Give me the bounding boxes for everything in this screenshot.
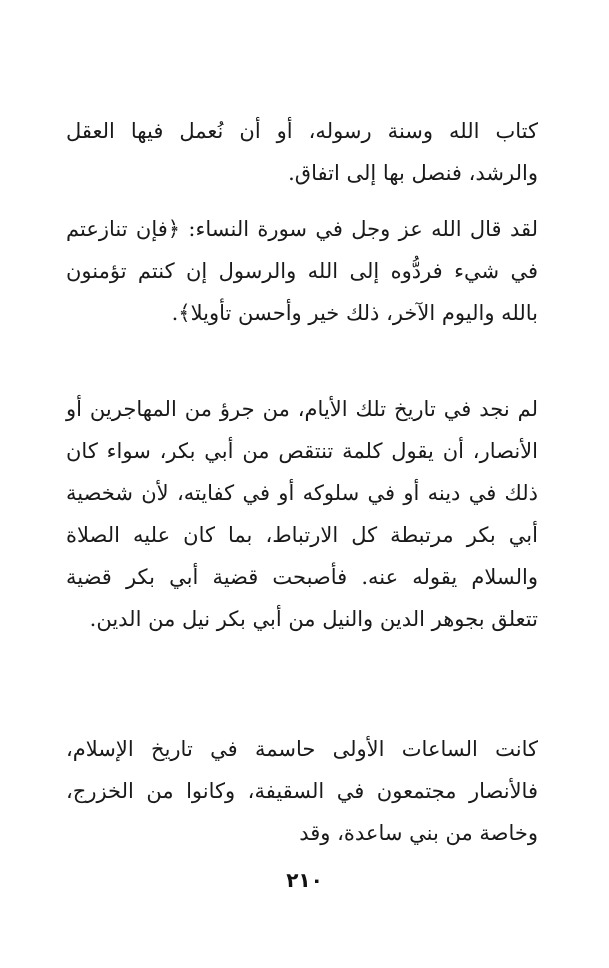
paragraph-2-quran-quote: لقد قال الله عز وجل في سورة النساء: ﴿فإن تنازعتم في شيء فردُّوه إلى الله والرسول إن كنتم تؤمنون بالله واليوم الآخر، ذلك خير وأحسن تأويلا﴾. [66, 217, 538, 325]
paragraph-1: كتاب الله وسنة رسوله، أو أن نُعمل فيها العقل والرشد، فنصل بها إلى اتفاق. [66, 119, 538, 185]
paragraph-3: لم نجد في تاريخ تلك الأيام، من جرؤ من المهاجرين أو الأنصار، أن يقول كلمة تنتقص من أبي بكر، سواء كان ذلك في دينه أو في سلوكه أو في كفايته، لأن شخصية أبي بكر مرتبطة كل الارتباط، بما كان عليه الصلاة والسلام يقوله عنه. فأصبحت قضية أبي بكر قضية تتعلق بجوهر الدين والنيل من أبي بكر نيل من الدين. [66, 397, 538, 631]
page-number: ٢١٠ [286, 868, 323, 892]
paragraph-4: كانت الساعات الأولى حاسمة في تاريخ الإسلام، فالأنصار مجتمعون في السقيفة، وكانوا من الخزرج، وخاصة من بني ساعدة، وقد [66, 737, 538, 845]
